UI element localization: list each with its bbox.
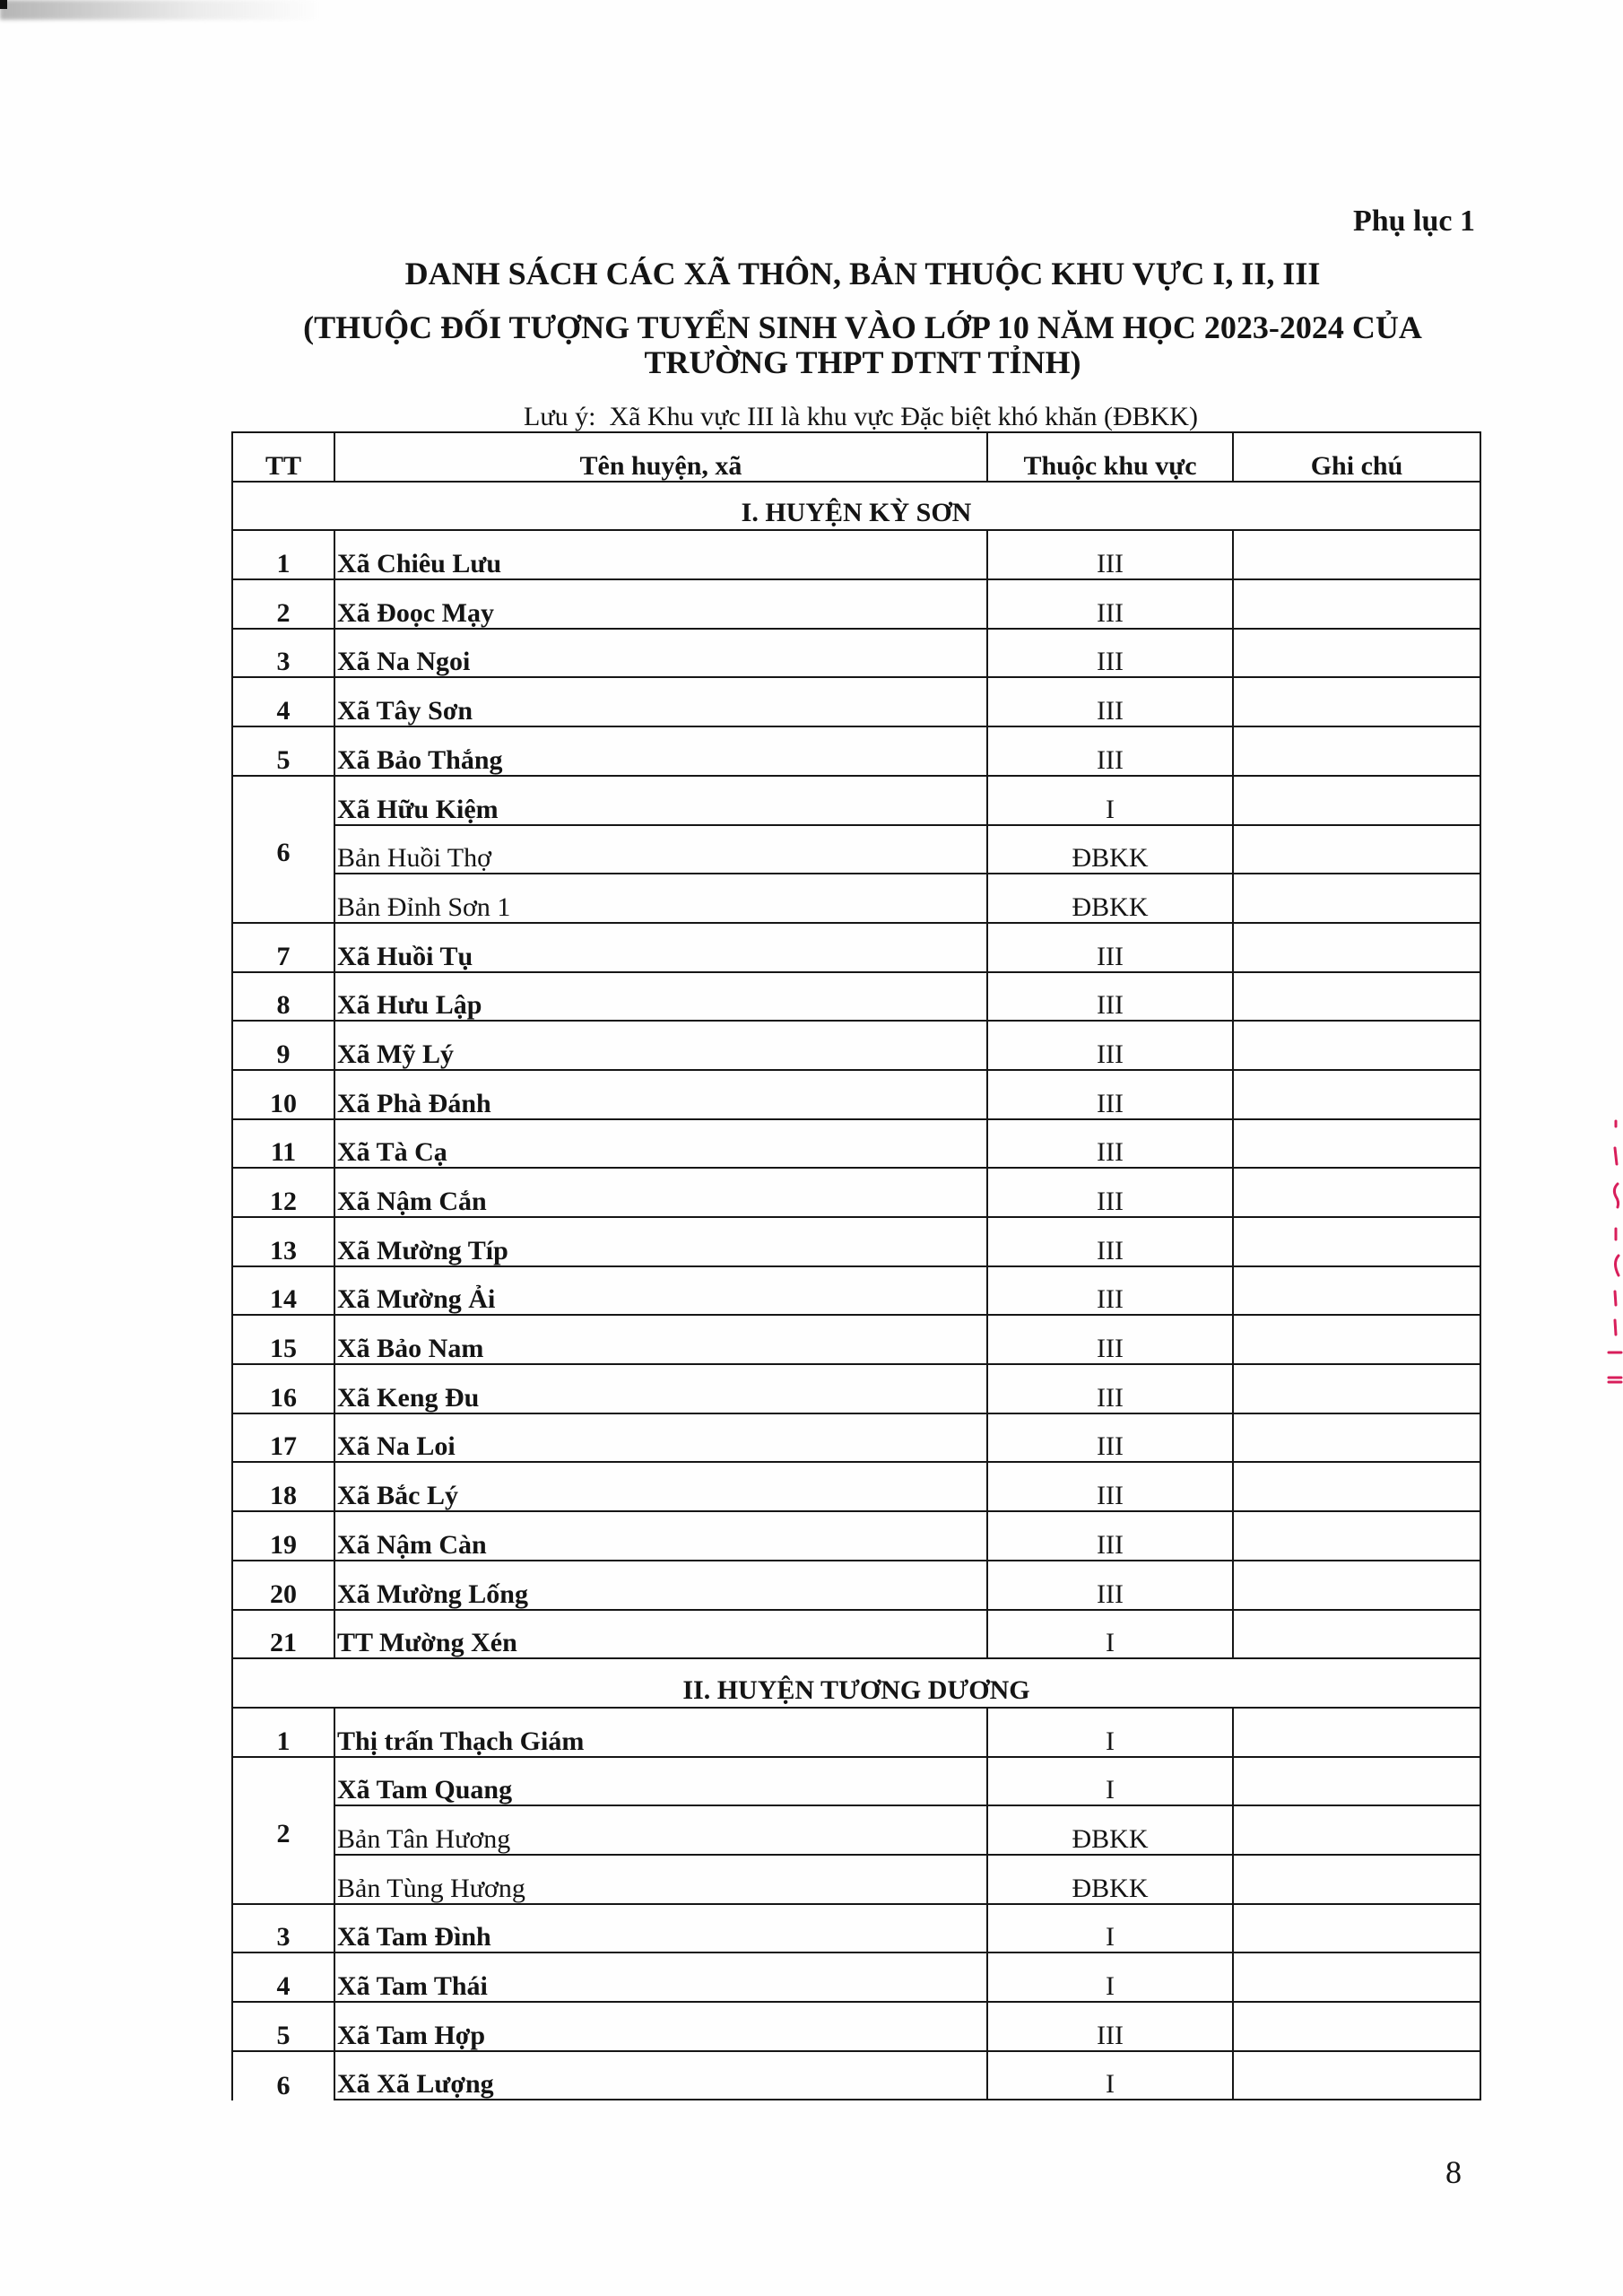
row-number: 18 [233,1463,335,1512]
commune-name: Thị trấn Thạch Giám [335,1709,988,1758]
row-number: 2 [233,1758,335,1905]
area-classification: III [988,1316,1234,1365]
row-number: 2 [233,580,335,630]
row-number: 19 [233,1512,335,1561]
stamp-mark [1615,1320,1616,1335]
row-number: 14 [233,1267,335,1317]
area-classification: ĐBKK [988,1806,1234,1856]
document-title-line-2: (THUỘC ĐỐI TƯỢNG TUYỂN SINH VÀO LỚP 10 NĂM HỌC 2023-2024 CỦA [303,309,1422,345]
row-number: 12 [233,1169,335,1218]
note-cell [1234,1267,1481,1317]
page-number: 8 [1445,2154,1462,2190]
row-number: 17 [233,1414,335,1464]
note-cell [1234,1365,1481,1414]
row-number: 4 [233,678,335,727]
appendix-label: Phụ lục 1 [1352,204,1475,238]
row-number: 21 [233,1611,335,1660]
commune-name: Xã Hưu Lập [335,973,988,1022]
commune-name: Xã Mường Lống [335,1561,988,1611]
scan-corner-mark [0,0,7,9]
note-cell [1234,1414,1481,1464]
note-cell [1234,580,1481,630]
commune-name: Xã Nậm Càn [335,1512,988,1561]
row-number: 1 [233,1709,335,1758]
note-cell [1234,777,1481,826]
row-number: 15 [233,1316,335,1365]
note-cell [1234,1758,1481,1807]
stamp-mark [1615,1292,1616,1305]
area-classification: III [988,630,1234,679]
note-cell [1234,531,1481,580]
note-cell [1234,1120,1481,1170]
area-classification: I [988,1709,1234,1758]
commune-name: TT Mường Xén [335,1611,988,1660]
scan-edge-shadow [0,0,323,20]
area-classification: ĐBKK [988,874,1234,924]
note-line: Lưu ý: Xã Khu vực III là khu vực Đặc biệt khó khăn (ĐBKK) [524,402,1198,431]
note-cell [1234,1218,1481,1267]
row-number: 6 [233,2052,335,2101]
commune-name: Xã Na Loi [335,1414,988,1464]
area-classification: III [988,580,1234,630]
area-classification: III [988,1071,1234,1120]
row-number: 7 [233,924,335,973]
note-cell [1234,1953,1481,2003]
district-section-title: I. HUYỆN KỲ SƠN [233,483,1481,532]
commune-name: Xã Na Ngoi [335,630,988,679]
stamp-mark [1615,1148,1617,1164]
village-name: Bản Đỉnh Sơn 1 [335,874,988,924]
note-cell [1234,2052,1481,2101]
commune-name: Xã Huồi Tụ [335,924,988,973]
area-classification: III [988,1512,1234,1561]
note-cell [1234,1709,1481,1758]
commune-name: Xã Tam Đình [335,1905,988,1954]
commune-name: Xã Mường Típ [335,1218,988,1267]
area-classification: III [988,727,1234,777]
area-classification: III [988,678,1234,727]
note-cell [1234,678,1481,727]
area-classification: III [988,2003,1234,2052]
commune-name: Xã Tà Cạ [335,1120,988,1170]
note-cell [1234,1071,1481,1120]
area-classification: I [988,1953,1234,2003]
commune-name: Xã Tây Sơn [335,678,988,727]
note-cell [1234,1806,1481,1856]
note-cell [1234,1611,1481,1660]
commune-name: Xã Nậm Cắn [335,1169,988,1218]
area-classification: I [988,1611,1234,1660]
commune-name: Xã Đoọc Mạy [335,580,988,630]
row-number: 8 [233,973,335,1022]
note-cell [1234,1316,1481,1365]
area-classification: I [988,2052,1234,2101]
commune-name: Xã Keng Đu [335,1365,988,1414]
row-number: 4 [233,1953,335,2003]
note-cell [1234,1905,1481,1954]
commune-name: Xã Bảo Nam [335,1316,988,1365]
note-cell [1234,630,1481,679]
note-cell [1234,826,1481,875]
header-tt: TT [233,433,335,483]
commune-name: Xã Bắc Lý [335,1463,988,1512]
note-cell [1234,1512,1481,1561]
village-name: Bản Huồi Thợ [335,826,988,875]
row-number: 6 [233,777,335,924]
area-classification: III [988,1169,1234,1218]
area-classification-table [231,431,1481,2100]
note-cell [1234,727,1481,777]
area-classification: ĐBKK [988,1856,1234,1905]
area-classification: I [988,1758,1234,1807]
row-number: 3 [233,630,335,679]
row-number: 20 [233,1561,335,1611]
header-name: Tên huyện, xã [335,433,988,483]
commune-name: Xã Xã Lượng [335,2052,988,2101]
area-classification: ĐBKK [988,826,1234,875]
village-name: Bản Tân Hương [335,1806,988,1856]
row-number: 5 [233,2003,335,2052]
row-number: 9 [233,1022,335,1071]
note-cell [1234,874,1481,924]
note-cell [1234,1561,1481,1611]
header-note: Ghi chú [1234,433,1481,483]
note-cell [1234,1022,1481,1071]
note-cell [1234,2003,1481,2052]
commune-name: Xã Hữu Kiệm [335,777,988,826]
commune-name: Xã Phà Đánh [335,1071,988,1120]
district-section-title: II. HUYỆN TƯƠNG DƯƠNG [233,1659,1481,1709]
note-cell [1234,973,1481,1022]
row-number: 11 [233,1120,335,1170]
document-title-line-3: TRƯỜNG THPT DTNT TỈNH) [644,344,1081,380]
area-classification: III [988,531,1234,580]
area-classification: III [988,1120,1234,1170]
area-classification: III [988,1218,1234,1267]
row-number: 1 [233,531,335,580]
area-classification: III [988,1267,1234,1317]
area-classification: I [988,777,1234,826]
note-cell [1234,1856,1481,1905]
commune-name: Xã Mường Ải [335,1267,988,1317]
row-number: 5 [233,727,335,777]
commune-name: Xã Bảo Thắng [335,727,988,777]
commune-name: Xã Chiêu Lưu [335,531,988,580]
commune-name: Xã Mỹ Lý [335,1022,988,1071]
row-number: 16 [233,1365,335,1414]
area-classification: I [988,1905,1234,1954]
stamp-mark [1614,1184,1618,1207]
area-classification: III [988,1022,1234,1071]
row-number: 13 [233,1218,335,1267]
note-cell [1234,1463,1481,1512]
area-classification: III [988,973,1234,1022]
village-name: Bản Tùng Hương [335,1856,988,1905]
commune-name: Xã Tam Quang [335,1758,988,1807]
commune-name: Xã Tam Hợp [335,2003,988,2052]
row-number: 3 [233,1905,335,1954]
row-number: 10 [233,1071,335,1120]
note-cell [1234,1169,1481,1218]
area-classification: III [988,1463,1234,1512]
area-classification: III [988,1561,1234,1611]
red-stamp-fragment [1596,1112,1623,1399]
area-classification: III [988,1365,1234,1414]
area-classification: III [988,924,1234,973]
document-title-line-1: DANH SÁCH CÁC XÃ THÔN, BẢN THUỘC KHU VỰC I, II, III [404,256,1321,291]
note-cell [1234,924,1481,973]
commune-name: Xã Tam Thái [335,1953,988,2003]
area-classification: III [988,1414,1234,1464]
stamp-mark [1616,1256,1619,1275]
header-area: Thuộc khu vực [988,433,1234,483]
